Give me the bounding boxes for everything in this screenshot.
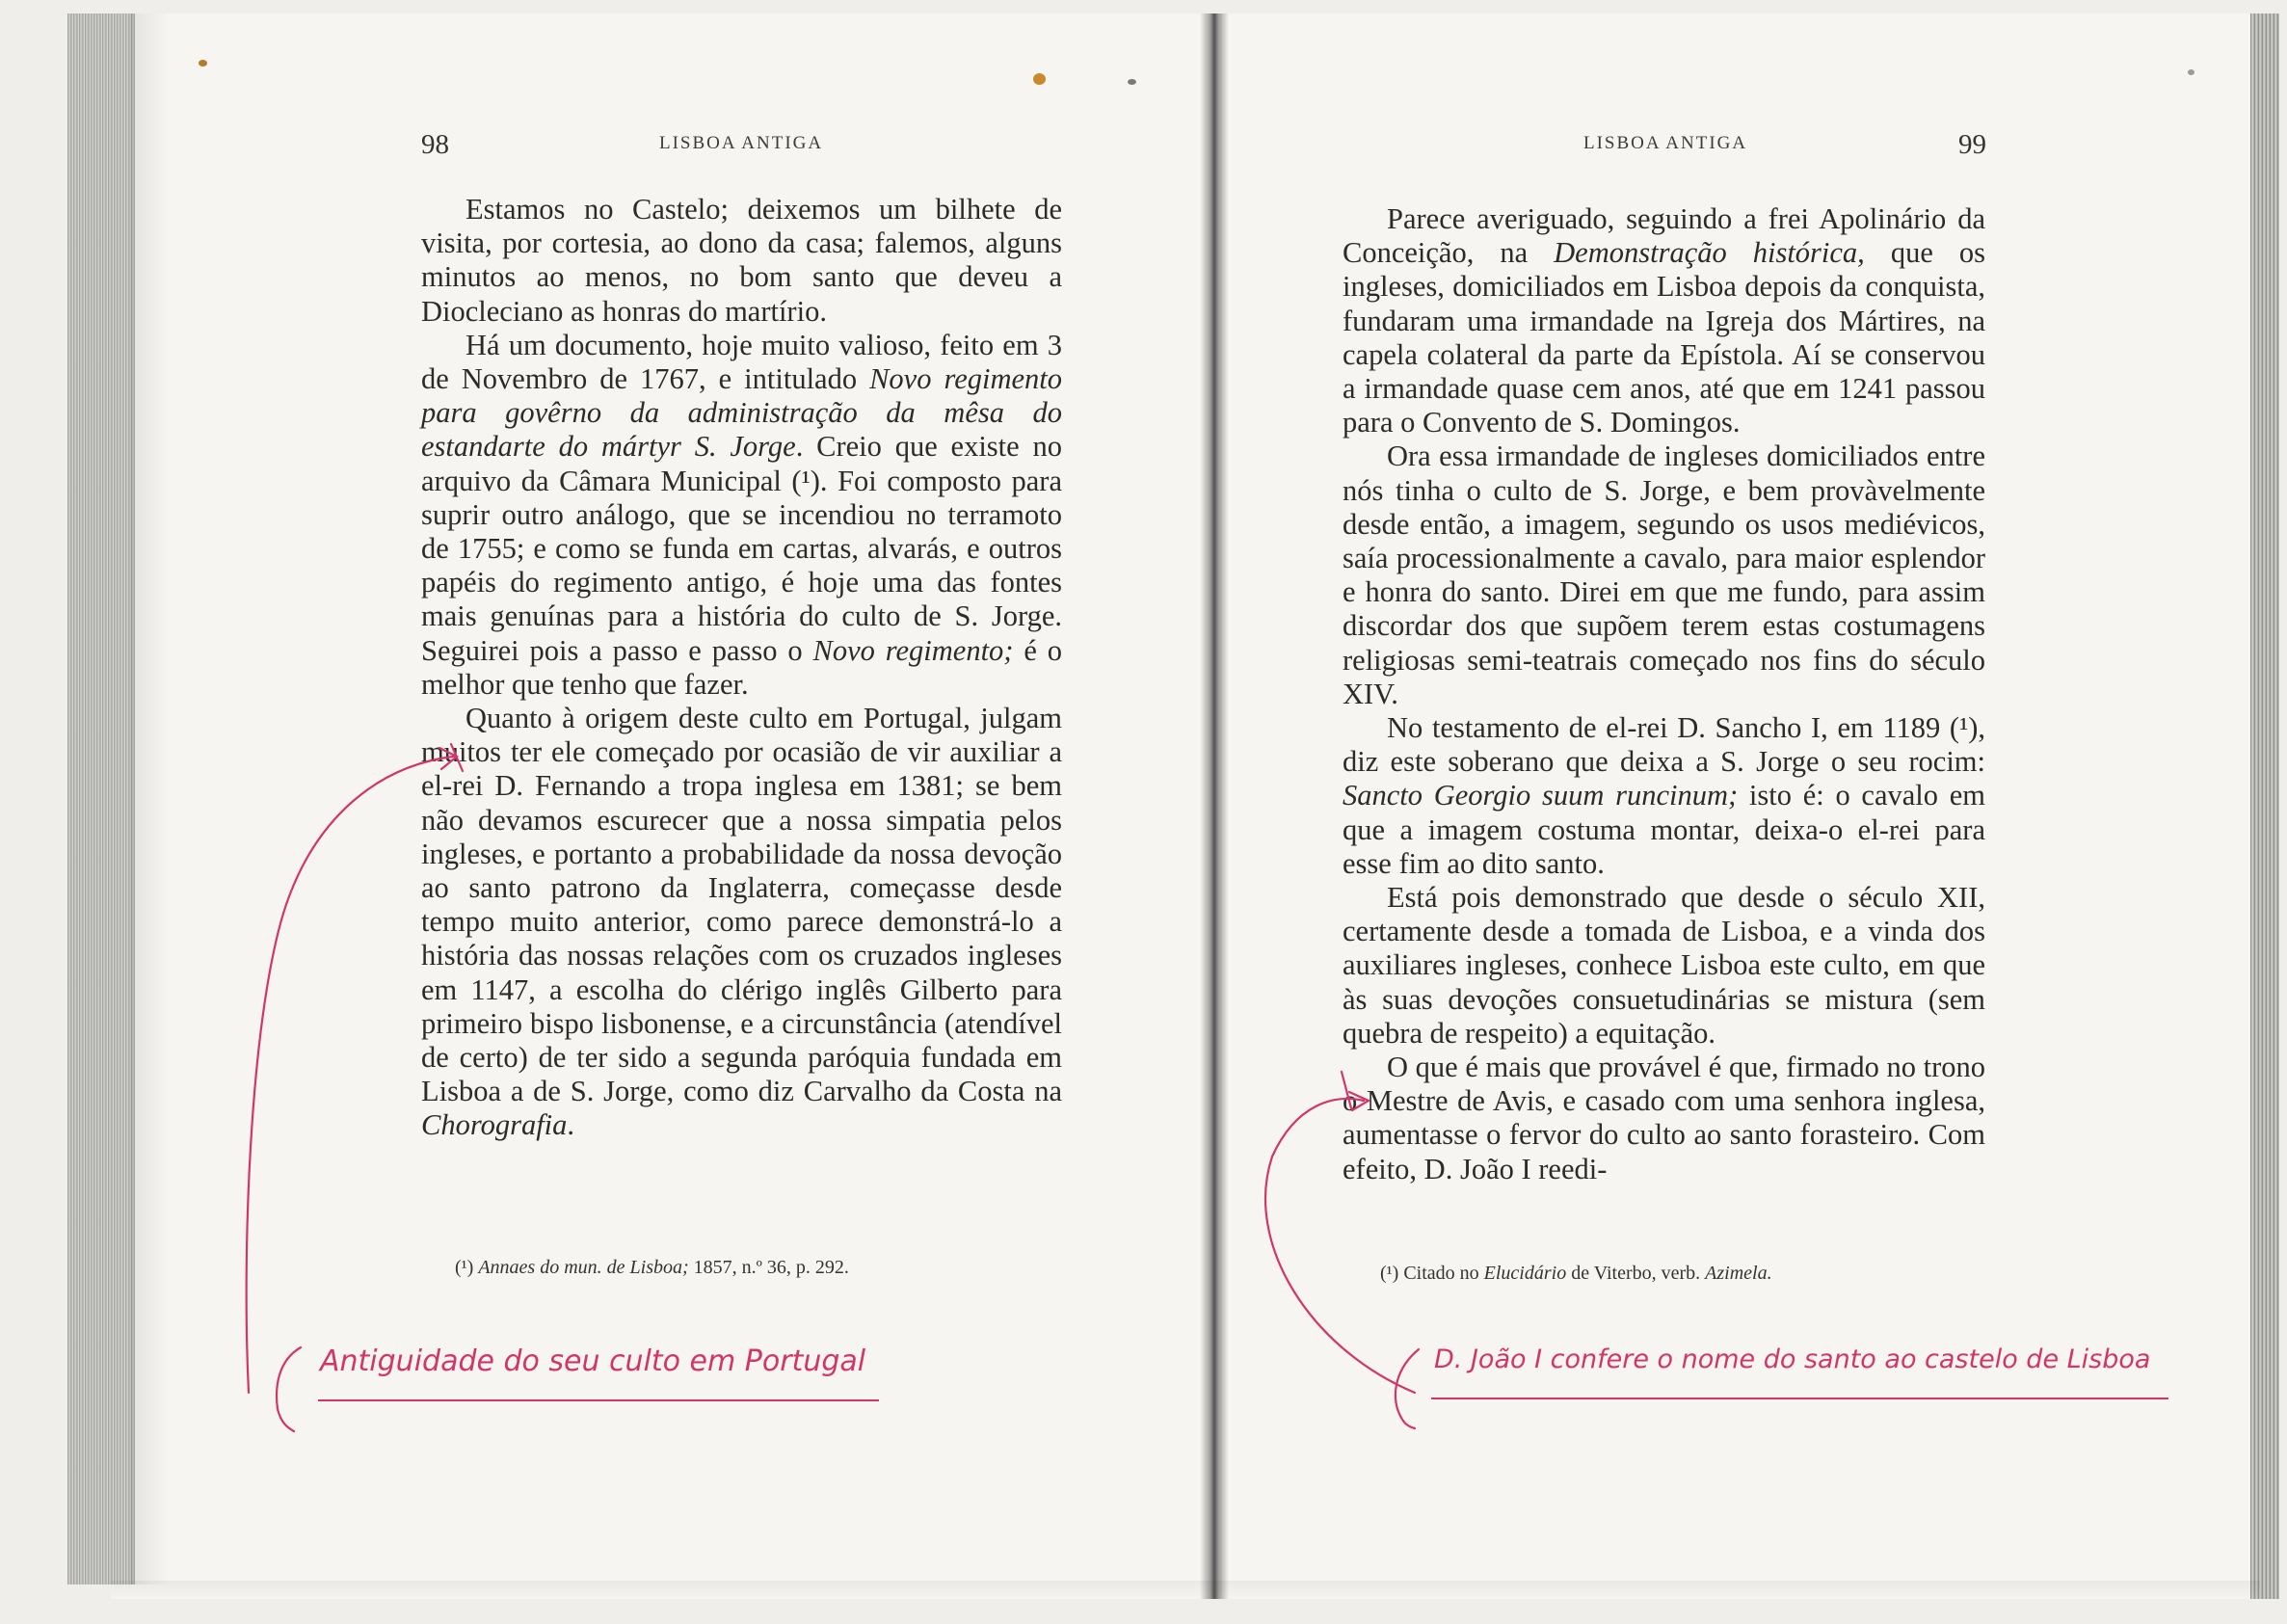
paper-speck — [2188, 69, 2194, 75]
paragraph — [1343, 439, 1985, 711]
bottom-shadow — [111, 1581, 2260, 1600]
left-body-text — [421, 193, 1062, 1143]
italic-text: Azimela. — [1705, 1263, 1772, 1284]
text-run: Quanto à origem deste culto em Portugal, julgam muitos ter ele começado por ocasião de vir auxiliar a el-rei D. Fernando a tropa inglesa em 1381; se bem não devamos escurecer que a nossa simpatia pelos ingleses, e portanto a probabilidade da nossa devoção ao santo patrono da Inglaterra, começasse desde tempo muito anterior, como parece demonstrá-lo a história das nossas relações com os cruzados ingleses em 1147, a escolha do clérigo inglês Gilberto para primeiro bispo lisbonense, e a circunstância (atendível de certo) de ter sido a segunda paróquia fundada em Lisboa a de S. Jorge, como diz Carvalho da Costa na — [421, 702, 1062, 1108]
handwritten-annotation: Antiguidade do seu culto em Portugal — [320, 1344, 866, 1378]
page-number: 99 — [1958, 129, 1986, 160]
page-number: 98 — [421, 129, 449, 160]
text-run: (¹) Citado no — [1380, 1263, 1484, 1284]
annotation-underline — [1431, 1398, 2168, 1399]
right-body-text — [1343, 202, 1985, 1186]
paragraph — [1343, 202, 1985, 439]
text-run: é o melhor que tenho que fazer. — [421, 633, 1062, 701]
paragraph — [1343, 881, 1985, 1051]
text-run: No testamento de el-rei D. Sancho I, em 1189 (¹), diz este soberano que deixa a S. Jorge o seu rocim: — [1343, 711, 1985, 779]
paragraph — [421, 329, 1062, 702]
text-run: isto é: o cavalo em que a imagem costuma montar, deixa-o el-rei para esse fim ao dito santo. — [1343, 779, 1985, 880]
page-shadow — [130, 13, 169, 1584]
text-run: Estamos no Castelo; deixemos um bilhete de visita, por cortesia, ao dono da casa; falemos, alguns minutos ao menos, no bom santo que deveu a Diocleciano as honras do martírio. — [421, 193, 1062, 328]
text-run: (¹) — [455, 1257, 479, 1278]
text-run: Há um documento, hoje muito valioso, feito em 3 de Novembro de 1767, e intitulado — [421, 328, 1062, 396]
text-run: O que é mais que provável é que, firmado no trono o Mestre de Avis, e casado com uma senhora inglesa, aumentasse o fervor do culto ao santo forasteiro. Com efeito, D. João I reedi- — [1343, 1051, 1985, 1185]
running-head: LISBOA ANTIGA — [1583, 133, 1748, 153]
paper-speck — [1128, 79, 1136, 85]
italic-text: Demonstração histórica, — [1554, 236, 1865, 270]
paragraph — [421, 193, 1062, 329]
book-page-edges-left — [67, 13, 135, 1584]
paper-speck — [199, 60, 207, 67]
running-head: LISBOA ANTIGA — [659, 133, 824, 153]
text-run: Ora essa irmandade de ingleses domiciliados entre nós tinha o culto de S. Jorge, e bem provàvelmente desde então, a imagem, segundo os usos mediévicos, saía processionalmente a cavalo, para maior esplendor e honra do santo. Direi em que me fundo, para assim discordar dos que supõem terem estas costumagens religiosas semi-teatrais começado nos fins do século XIV. — [1343, 439, 1985, 710]
paragraph — [421, 702, 1062, 1143]
italic-text: Novo regimento para govêrno da administração da mêsa do estandarte do mártyr S. Jorge — [421, 362, 1062, 464]
text-run: Parece averiguado, seguindo a frei Apolinário da Conceição, na — [1343, 202, 1985, 270]
italic-text: Chorografia — [421, 1108, 568, 1142]
book-gutter — [1200, 13, 1229, 1599]
text-run: 1857, n.º 36, p. 292. — [688, 1257, 849, 1278]
text-run: . — [567, 1108, 575, 1142]
footnote — [1380, 1261, 1978, 1286]
paragraph — [1343, 1051, 1985, 1186]
annotation-underline — [318, 1399, 879, 1401]
text-run: de Viterbo, verb. — [1566, 1263, 1706, 1284]
text-run: que os ingleses, domiciliados em Lisboa depois da conquista, fundaram uma irmandade na Igreja dos Mártires, na capela colateral da parte da Epístola. Aí se conservou a irmandade quase cem anos, até que em 1241 passou para o Convento de S. Domingos. — [1343, 236, 1985, 439]
handwritten-annotation: D. João I confere o nome do santo ao castelo de Lisboa — [1434, 1344, 2151, 1374]
paper-speck — [1033, 73, 1046, 85]
paragraph — [1343, 711, 1985, 881]
italic-text: Annaes do mun. de Lisboa; — [478, 1257, 689, 1278]
italic-text: Novo regimento; — [812, 633, 1014, 667]
footnote — [455, 1255, 1052, 1280]
book-page-edges-right — [2250, 13, 2279, 1599]
text-run: Está pois demonstrado que desde o século XII, certamente desde a tomada de Lisboa, e a vinda dos auxiliares ingleses, conhece Lisboa este culto, em que às suas devoções consuetudinárias se mistura (sem quebra de respeito) a equitação. — [1343, 881, 1985, 1050]
italic-text: Sancto Georgio suum runcinum; — [1343, 779, 1739, 812]
text-run: . Creio que existe no arquivo da Câmara Municipal (¹). Foi composto para suprir outro análogo, que se incendiou no terramoto de 1755; e como se funda em cartas, alvarás, e outros papéis do regimento antigo, é hoje uma das fontes mais genuínas para a história do culto de S. Jorge. Seguirei pois a passo e passo o — [421, 430, 1062, 667]
italic-text: Elucidário — [1483, 1263, 1567, 1284]
